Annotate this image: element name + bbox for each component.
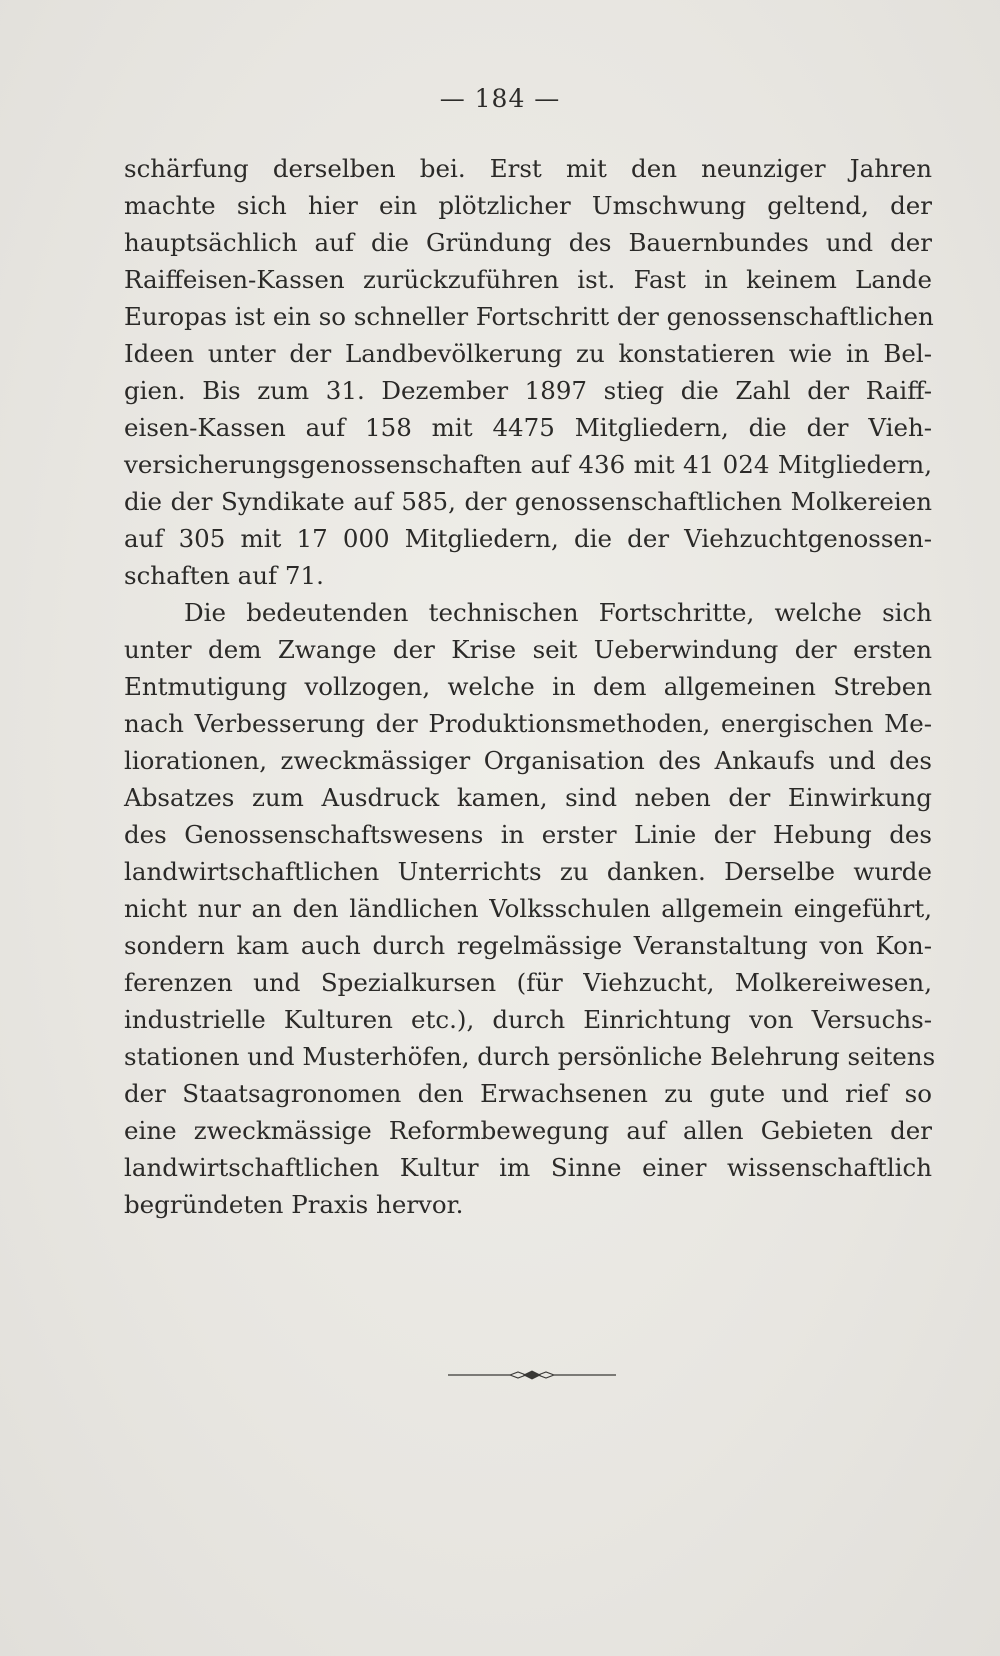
page-number: — 184 — xyxy=(439,84,561,113)
text-line: Raiffeisen-Kassen zurückzuführen ist. Fast in keinem Lande xyxy=(124,265,932,294)
ornament-divider-icon xyxy=(448,1368,616,1382)
text-line: industrielle Kulturen etc.), durch Einrichtung von Versuchs- xyxy=(124,1005,932,1034)
text-line: der Staatsagronomen den Erwachsenen zu gute und rief so xyxy=(124,1079,932,1108)
text-line: eine zweckmässige Reformbewegung auf allen Gebieten der xyxy=(124,1116,932,1145)
text-line: gien. Bis zum 31. Dezember 1897 stieg die Zahl der Raiff- xyxy=(124,376,932,405)
text-line: begründeten Praxis hervor. xyxy=(124,1190,464,1219)
text-line: die der Syndikate auf 585, der genossenschaftlichen Molkereien xyxy=(124,487,932,516)
text-line: nicht nur an den ländlichen Volksschulen allgemein eingeführt, xyxy=(124,894,932,923)
text-line: auf 305 mit 17 000 Mitgliedern, die der Viehzuchtgenossen- xyxy=(124,524,932,553)
text-line: stationen und Musterhöfen, durch persönliche Belehrung seitens xyxy=(124,1042,936,1071)
text-line: machte sich hier ein plötzlicher Umschwung geltend, der xyxy=(124,191,932,220)
text-line: Ideen unter der Landbevölkerung zu konstatieren wie in Bel- xyxy=(124,339,932,368)
text-line: landwirtschaftlichen Kultur im Sinne einer wissenschaftlich xyxy=(124,1153,932,1182)
text-line: liorationen, zweckmässiger Organisation des Ankaufs und des xyxy=(124,746,932,775)
text-line: versicherungsgenossenschaften auf 436 mit 41 024 Mitgliedern, xyxy=(124,450,932,479)
text-line: Entmutigung vollzogen, welche in dem allgemeinen Streben xyxy=(124,672,932,701)
text-line: nach Verbesserung der Produktionsmethoden, energischen Me- xyxy=(124,709,932,738)
text-line: sondern kam auch durch regelmässige Veranstaltung von Kon- xyxy=(124,931,932,960)
text-line: eisen-Kassen auf 158 mit 4475 Mitgliedern, die der Vieh- xyxy=(124,413,932,442)
text-line: Die bedeutenden technischen Fortschritte, welche sich xyxy=(184,598,932,627)
paragraph-1 xyxy=(124,150,932,594)
body-text xyxy=(124,150,936,1223)
text-line: Absatzes zum Ausdruck kamen, sind neben der Einwirkung xyxy=(124,783,932,812)
text-line: schärfung derselben bei. Erst mit den neunziger Jahren xyxy=(124,154,932,183)
text-line: hauptsächlich auf die Gründung des Bauernbundes und der xyxy=(124,228,932,257)
paragraph-2 xyxy=(124,594,936,1223)
text-line: unter dem Zwange der Krise seit Ueberwindung der ersten xyxy=(124,635,932,664)
text-line: des Genossenschaftswesens in erster Linie der Hebung des xyxy=(124,820,932,849)
text-line: landwirtschaftlichen Unterrichts zu danken. Derselbe wurde xyxy=(124,857,932,886)
text-line: ferenzen und Spezialkursen (für Viehzucht, Molkereiwesen, xyxy=(124,968,932,997)
text-line: Europas ist ein so schneller Fortschritt der genossenschaftlichen xyxy=(124,302,934,331)
text-line: schaften auf 71. xyxy=(124,561,324,590)
